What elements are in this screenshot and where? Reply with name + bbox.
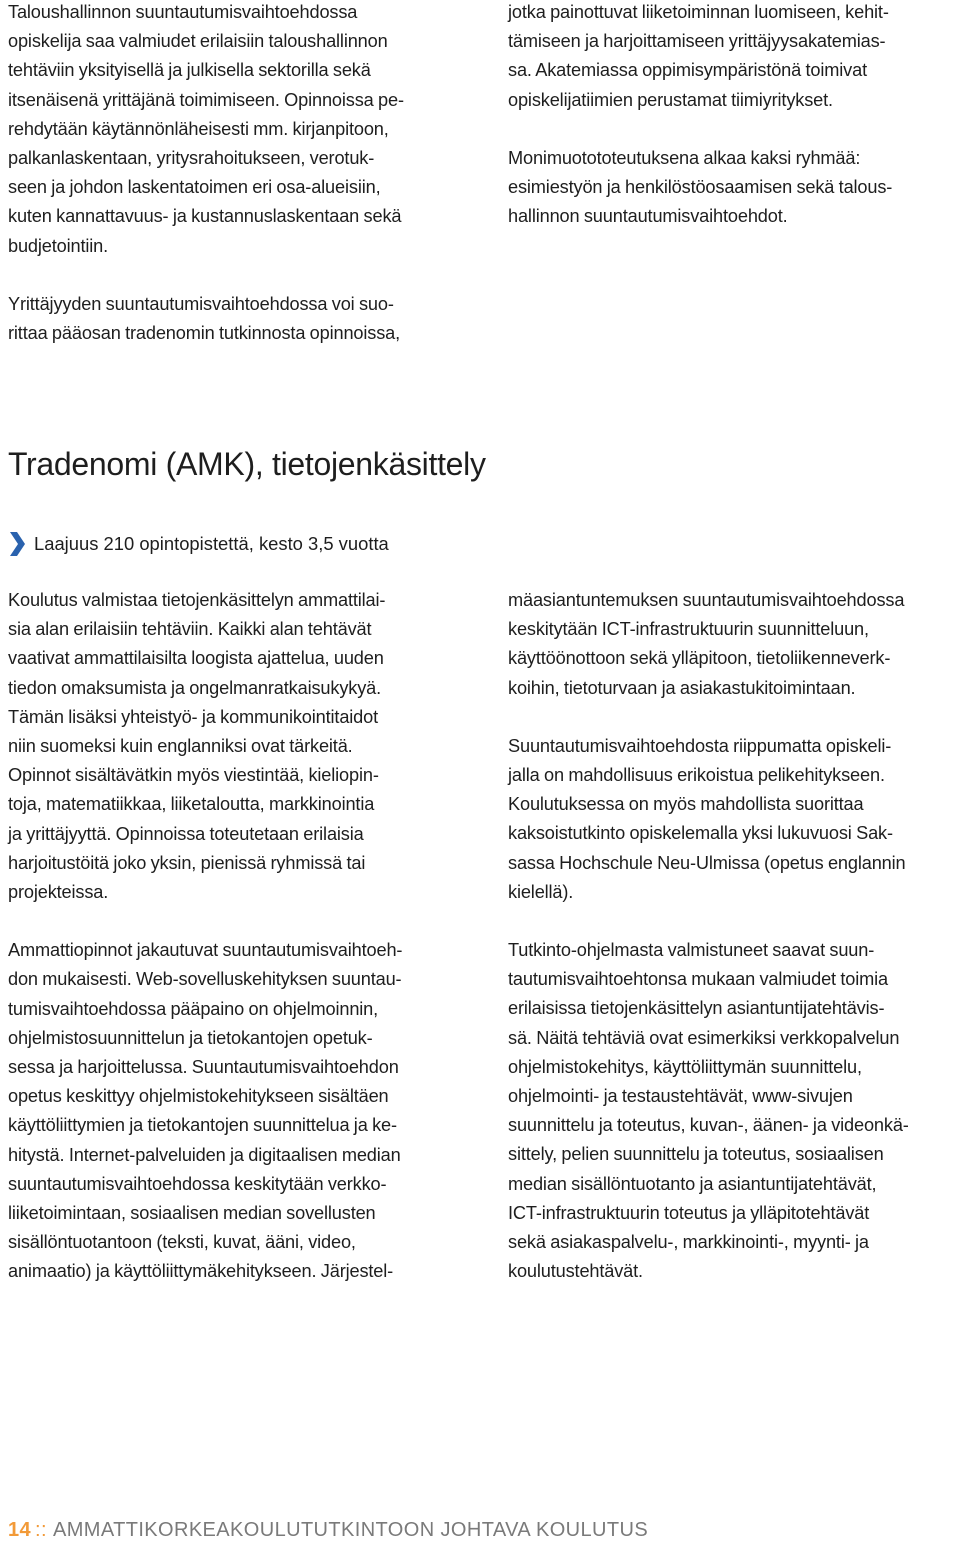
page-number: 14 <box>8 1519 32 1541</box>
text-line: animaatio) ja käyttöliittymäkehitykseen. Järjestel- <box>8 1261 394 1282</box>
text-line: ICT-infrastruktuurin toteutus ja ylläpitotehtävät <box>508 1202 870 1223</box>
text-line: ohjelmointi- ja testaustehtävät, www-sivujen <box>508 1086 853 1107</box>
text-line: Tutkinto-ohjelmasta valmistuneet saavat suun- <box>508 940 875 961</box>
text-line: sia alan erilaisiin tehtäviin. Kaikki alan tehtävät <box>8 619 372 640</box>
text-line: erilaisissa tietojenkäsittelyn asiantuntijatehtävis- <box>508 998 885 1019</box>
paragraph-finance-track <box>8 0 460 261</box>
chevron-right-icon <box>8 528 26 560</box>
paragraph-entrepreneurship-track <box>8 290 460 348</box>
text-line: liiketoimintaan, sosiaalisen median sovellusten <box>8 1203 376 1224</box>
text-line: Koulutuksessa on myös mahdollista suorittaa <box>508 794 864 815</box>
text-line: ja yrittäjyyttä. Opinnoissa toteutetaan erilaisia <box>8 823 364 844</box>
paragraph-systems-expertise <box>508 586 960 703</box>
text-line: niin suomeksi kuin englanniksi ovat tärkeitä. <box>8 736 353 757</box>
scope-text: Laajuus 210 opintopistettä, kesto 3,5 vuotta <box>34 533 389 554</box>
text-line: tumisvaihtoehdossa pääpaino on ohjelmoinnin, <box>8 998 379 1019</box>
text-line: kaksoistutkinto opiskelemalla yksi lukuvuosi Sak- <box>508 823 893 844</box>
text-line: esimiestyön ja henkilöstöosaamisen sekä talous- <box>508 177 893 198</box>
text-line: opetus keskittyy ohjelmistokehitykseen sisältäen <box>8 1086 389 1107</box>
text-line: kielellä). <box>508 881 574 902</box>
text-line: sessa ja harjoittelussa. Suuntautumisvaihtoehdon <box>8 1057 399 1078</box>
text-line: sa. Akatemiassa oppimisympäristönä toimivat <box>508 60 867 81</box>
text-line: tautumisvaihtoehtonsa mukaan valmiudet toimia <box>508 969 888 990</box>
text-line: tiedon omaksumista ja ongelmanratkaisukykyä. <box>8 677 382 698</box>
text-line: budjetointiin. <box>8 235 109 256</box>
text-line: Taloushallinnon suuntautumisvaihtoehdossa <box>8 2 358 22</box>
text-line: jalla on mahdollisuus erikoistua pelikehitykseen. <box>508 765 885 786</box>
paragraph-program-intro <box>8 586 460 907</box>
page-footer <box>8 1514 648 1546</box>
text-line: koulutustehtävät. <box>508 1261 643 1282</box>
text-line: suuntautumisvaihtoehdossa keskitytään verkko- <box>8 1173 387 1194</box>
text-line: hitystä. Internet-palveluiden ja digitaalisen median <box>8 1144 401 1165</box>
text-line: rehdytään käytännönläheisesti mm. kirjanpitoon, <box>8 118 389 139</box>
text-line: Tämän lisäksi yhteistyö- ja kommunikointitaidot <box>8 706 379 727</box>
text-line: suunnittelu ja toteutus, kuvan-, äänen- ja videonkä- <box>508 1115 909 1136</box>
text-line: tehtäviin yksityisellä ja julkisella sektorilla sekä <box>8 60 371 81</box>
paragraph-game-development <box>508 732 960 907</box>
text-line: kuten kannattavuus- ja kustannuslaskentaan sekä <box>8 206 402 227</box>
text-line: opiskelija saa valmiudet erilaisiin taloushallinnon <box>8 31 388 52</box>
text-line: rittaa pääosan tradenomin tutkinnosta opinnoissa, <box>8 323 401 344</box>
text-line: käyttöliittymien ja tietokantojen suunnittelua ja ke- <box>8 1115 397 1136</box>
text-line: palkanlaskentaan, yritysrahoitukseen, verotuk- <box>8 148 375 169</box>
paragraph-multiform-groups <box>508 144 960 232</box>
text-line: käyttöönottoon sekä ylläpitoon, tietoliikenneverk- <box>508 648 891 669</box>
text-line: mäasiantuntemuksen suuntautumisvaihtoehdossa <box>508 590 905 610</box>
text-line: median sisällöntuotanto ja asiantuntijatehtävät, <box>508 1173 877 1194</box>
text-line: toja, matematiikkaa, liiketaloutta, markkinointia <box>8 794 375 815</box>
text-line: hallinnon suuntautumisvaihtoehdot. <box>508 206 788 227</box>
top-left-column <box>8 0 460 348</box>
text-line: keskitytään ICT-infrastruktuurin suunnitteluun, <box>508 619 869 640</box>
text-line: jotka painottuvat liiketoiminnan luomiseen, kehit- <box>508 2 889 22</box>
section-title: Tradenomi (AMK), tietojenkäsittely <box>8 446 486 482</box>
text-line: Monimuotototeutuksena alkaa kaksi ryhmää: <box>508 147 861 168</box>
text-line: Opinnot sisältävätkin myös viestintää, kieliopin- <box>8 765 379 786</box>
top-right-column <box>508 0 960 231</box>
text-line: opiskelijatiimien perustamat tiimiyritykset. <box>508 89 833 110</box>
text-line: harjoitustöitä joko yksin, pienissä ryhmissä tai <box>8 852 366 873</box>
paragraph-entrepreneurship-academy <box>508 0 960 115</box>
paragraph-career-outcomes <box>508 936 960 1286</box>
footer-separator: :: <box>35 1519 47 1541</box>
text-line: itsenäisenä yrittäjänä toimimiseen. Opinnoissa pe- <box>8 89 404 110</box>
text-line: sittely, pelien suunnittelu ja toteutus, sosiaalisen <box>508 1144 884 1165</box>
scope-line <box>8 528 389 560</box>
text-line: koihin, tietoturvaan ja asiakastukitoimintaan. <box>508 677 856 698</box>
text-line: tämiseen ja harjoittamiseen yrittäjyysakatemias- <box>508 31 886 52</box>
text-line: sekä asiakaspalvelu-, markkinointi-, myynti- ja <box>508 1232 869 1253</box>
text-line: vaativat ammattilaisilta loogista ajattelua, uuden <box>8 648 384 669</box>
text-line: Ammattiopinnot jakautuvat suuntautumisvaihtoeh- <box>8 940 403 961</box>
text-line: sisällöntuotantoon (teksti, kuvat, ääni, video, <box>8 1232 356 1253</box>
text-line: sassa Hochschule Neu-Ulmissa (opetus englannin <box>508 852 906 873</box>
bottom-right-column <box>508 586 960 1286</box>
text-line: seen ja johdon laskentatoimen eri osa-alueisiin, <box>8 177 381 198</box>
bottom-left-column <box>8 586 460 1287</box>
text-line: projekteissa. <box>8 882 109 903</box>
text-line: ohjelmistokehitys, käyttöliittymän suunnittelu, <box>508 1056 862 1077</box>
text-line: ohjelmistosuunnittelun ja tietokantojen opetuk- <box>8 1027 373 1048</box>
paragraph-specializations <box>8 936 460 1286</box>
text-line: sä. Näitä tehtäviä ovat esimerkiksi verkkopalvelun <box>508 1027 900 1048</box>
text-line: don mukaisesti. Web-sovelluskehityksen suuntau- <box>8 969 402 990</box>
footer-section-title: AMMATTIKORKEAKOULUTUTKINTOON JOHTAVA KOULUTUS <box>52 1519 649 1541</box>
text-line: Yrittäjyyden suuntautumisvaihtoehdossa voi suo- <box>8 293 394 314</box>
text-line: Koulutus valmistaa tietojenkäsittelyn ammattilai- <box>8 590 386 610</box>
text-line: Suuntautumisvaihtoehdosta riippumatta opiskeli- <box>508 735 892 756</box>
